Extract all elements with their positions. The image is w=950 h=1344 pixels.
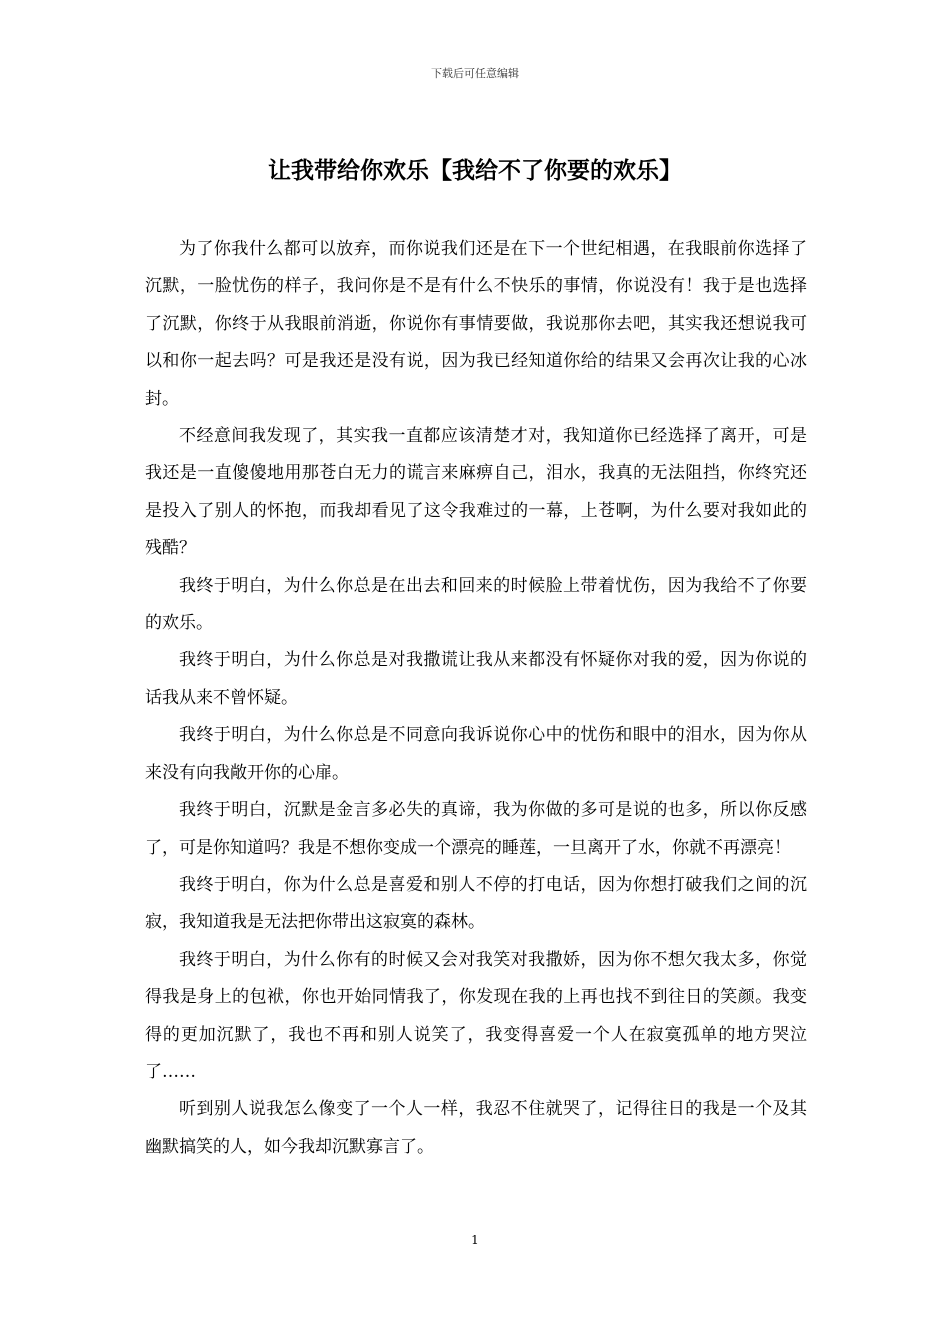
paragraph-5: 我终于明白，为什么你总是不同意向我诉说你心中的忧伤和眼中的泪水，因为你从来没有向我敞开你的心扉。 [145,725,807,783]
paragraph-9: 听到别人说我怎么像变了一个人一样，我忍不住就哭了，记得往日的我是一个及其幽默搞笑的人，如今我却沉默寡言了。 [145,1099,807,1157]
paragraph-6: 我终于明白，沉默是金言多必失的真谛，我为你做的多可是说的也多，所以你反感了，可是你知道吗？我是不想你变成一个漂亮的睡莲，一旦离开了水，你就不再漂亮！ [145,800,807,858]
paragraph-2: 不经意间我发现了，其实我一直都应该清楚才对，我知道你已经选择了离开，可是我还是一直傻傻地用那苍白无力的谎言来麻痹自己，泪水，我真的无法阻挡，你终究还是投入了别人的怀抱，而我却看见了这令我难过的一幕，上苍啊，为什么要对我如此的残酷？ [145,426,807,559]
paragraph-1: 为了你我什么都可以放弃，而你说我们还是在下一个世纪相遇，在我眼前你选择了沉默，一脸忧伤的样子，我问你是不是有什么不快乐的事情，你说没有！我于是也选择了沉默，你终于从我眼前消逝，你说你有事情要做，我说那你去吧，其实我还想说我可以和你一起去吗？可是我还是没有说，因为我已经知道你给的结果又会再次让我的心冰封。 [145,239,807,409]
page-header-note: 下载后可任意编辑 [431,67,519,80]
paragraph-8: 我终于明白，为什么你有的时候又会对我笑对我撒娇，因为你不想欠我太多，你觉得我是身上的包袱，你也开始同情我了，你发现在我的上再也找不到往日的笑颜。我变得的更加沉默了，我也不再和别人说笑了，我变得喜爱一个人在寂寞孤单的地方哭泣了…… [145,949,807,1082]
paragraph-7: 我终于明白，你为什么总是喜爱和别人不停的打电话，因为你想打破我们之间的沉寂，我知道我是无法把你带出这寂寞的森林。 [145,874,807,933]
paragraph-3: 我终于明白，为什么你总是在出去和回来的时候脸上带着忧伤，因为我给不了你要的欢乐。 [145,575,807,634]
paragraph-4: 我终于明白，为什么你总是对我撒谎让我从来都没有怀疑你对我的爱，因为你说的话我从来不曾怀疑。 [145,650,807,708]
page-number: 1 [471,1233,479,1247]
document-body [145,231,807,1166]
document-title: 让我带给你欢乐【我给不了你要的欢乐】 [268,158,682,184]
